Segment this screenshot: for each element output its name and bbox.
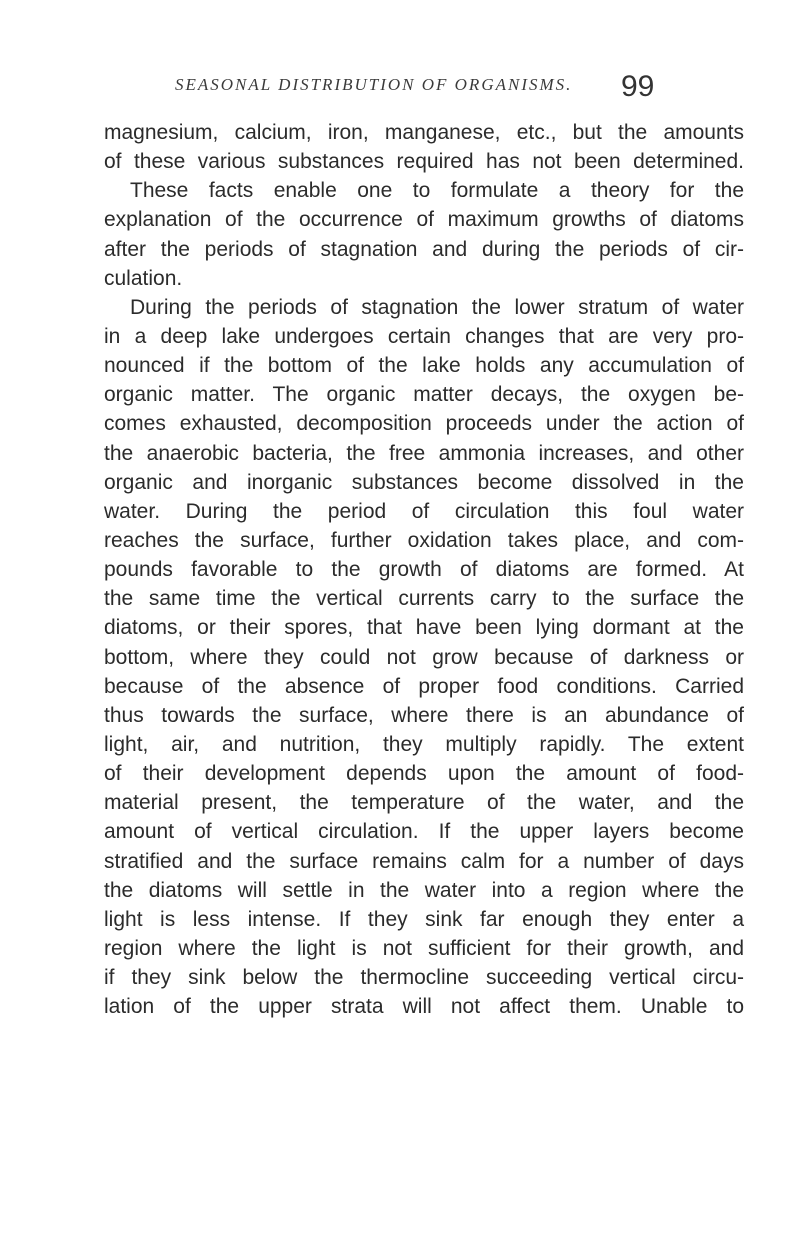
page-number: 99: [621, 70, 655, 103]
paragraph-start-line: These facts enable one to formulate a theory for the: [130, 179, 744, 203]
text-line: explanation of the occurrence of maximum growths of diatoms: [104, 208, 744, 232]
text-line: in a deep lake undergoes certain changes that are very pro-: [104, 324, 744, 348]
text-line: organic and inorganic substances become dissolved in the: [104, 470, 744, 494]
text-line: lation of the upper strata will not affect them. Unable to: [104, 995, 744, 1019]
text-line: the anaerobic bacteria, the free ammonia increases, and other: [104, 441, 744, 465]
text-line: of their development depends upon the amount of food-: [104, 762, 744, 786]
text-line: stratified and the surface remains calm for a number of days: [104, 849, 744, 873]
paragraph-start-line: During the periods of stagnation the lower stratum of water: [130, 295, 744, 319]
text-line: light, air, and nutrition, they multiply rapidly. The extent: [104, 732, 744, 756]
text-line: light is less intense. If they sink far enough they enter a: [104, 907, 744, 931]
text-line: because of the absence of proper food conditions. Carried: [104, 674, 744, 698]
running-head: SEASONAL DISTRIBUTION OF ORGANISMS.: [175, 75, 573, 94]
text-line: material present, the temperature of the water, and the: [104, 791, 744, 815]
paragraph-end-line: culation.: [104, 266, 183, 290]
text-line: organic matter. The organic matter decays, the oxygen be-: [104, 383, 744, 407]
text-line: the same time the vertical currents carry to the surface the: [104, 587, 744, 611]
text-line: comes exhausted, decomposition proceeds under the action of: [104, 412, 744, 436]
body-text: [104, 118, 744, 1021]
text-line: amount of vertical circulation. If the upper layers become: [104, 820, 744, 844]
text-line: water. During the period of circulation this foul water: [104, 499, 744, 523]
text-line: magnesium, calcium, iron, manganese, etc., but the amounts: [104, 121, 744, 144]
text-line: of these various substances required has not been determined.: [104, 150, 744, 174]
text-line: bottom, where they could not grow because of darkness or: [104, 645, 744, 669]
text-line: region where the light is not sufficient for their growth, and: [104, 936, 744, 960]
text-line: after the periods of stagnation and during the periods of cir-: [104, 237, 744, 261]
text-line: nounced if the bottom of the lake holds any accumulation of: [104, 354, 744, 378]
text-line: if they sink below the thermocline succeeding vertical circu-: [104, 966, 744, 990]
text-line: thus towards the surface, where there is an abundance of: [104, 703, 744, 727]
text-line: reaches the surface, further oxidation takes place, and com-: [104, 528, 744, 552]
text-line: the diatoms will settle in the water into a region where the: [104, 878, 744, 902]
text-line: pounds favorable to the growth of diatoms are formed. At: [104, 558, 744, 582]
text-line: diatoms, or their spores, that have been lying dormant at the: [104, 616, 744, 640]
